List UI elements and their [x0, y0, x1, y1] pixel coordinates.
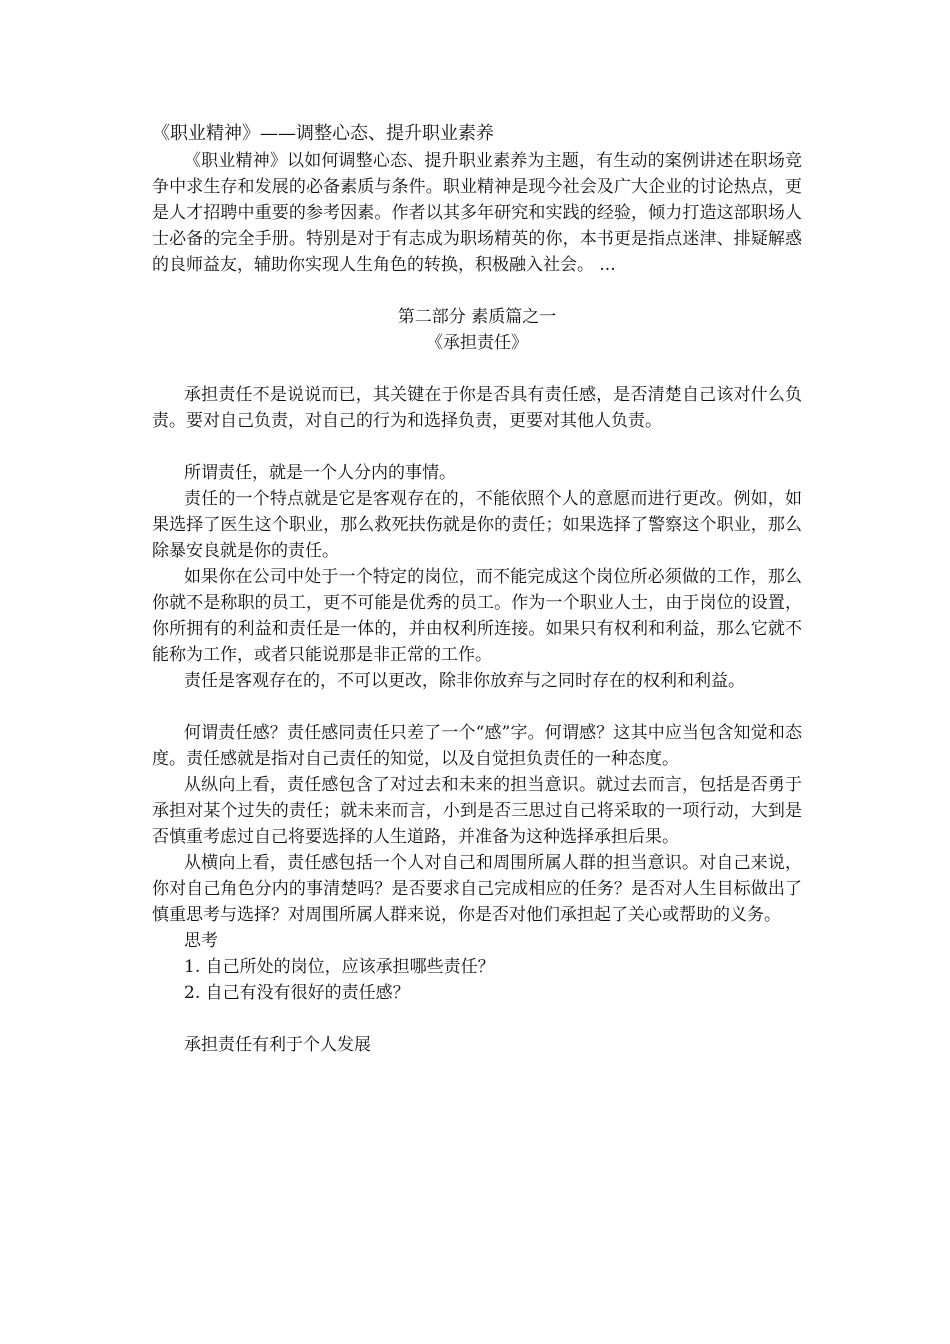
book-intro: 《职业精神》以如何调整心态、提升职业素养为主题，有生动的案例讲述在职场竞争中求生存和发展的必备素质与条件。职业精神是现今社会及广大企业的讨论热点，更是人才招聘中重要的参考因素。作者以其多年研究和实践的经验，倾力打造这部职场人士必备的完全手册。特别是对于有志成为职场精英的你，本书更是指点迷津、排疑解惑的良师益友，辅助你实现人生角色的转换，积极融入社会。 ...: [152, 151, 802, 275]
paragraph-1: 承担责任不是说说而已，其关键在于你是否具有责任感，是否清楚自己该对什么负责。要对自己负责，对自己的行为和选择负责，更要对其他人负责。: [152, 385, 802, 431]
part-heading: 第二部分 素质篇之一: [397, 307, 557, 327]
next-section-heading: 承担责任有利于个人发展: [184, 1035, 371, 1055]
spacer: [152, 1006, 802, 1032]
spacer: [152, 356, 802, 382]
paragraph-2: 所谓责任，就是一个人分内的事情。: [184, 463, 456, 483]
chapter-heading: 《承担责任》: [426, 333, 528, 353]
thinking-item-1: 1. 自己所处的岗位，应该承担哪些责任？: [184, 957, 495, 977]
thinking-item-2: 2. 自己有没有很好的责任感？: [184, 983, 410, 1003]
spacer: [152, 434, 802, 460]
paragraph-7: 从纵向上看，责任感包含了对过去和未来的担当意识。就过去而言，包括是否勇于承担对某个过失的责任；就未来而言，小到是否三思过自己将采取的一项行动，大到是否慎重考虑过自己将要选择的人生道路，并准备为这种选择承担后果。: [152, 775, 802, 847]
paragraph-6: 何谓责任感？责任感同责任只差了一个“感”字。何谓感？这其中应当包含知觉和态度。责任感就是指对自己责任的知觉，以及自觉担负责任的一种态度。: [152, 723, 802, 769]
paragraph-5: 责任是客观存在的，不可以更改，除非你放弃与之同时存在的权利和利益。: [184, 671, 745, 691]
spacer: [152, 694, 802, 720]
paragraph-4: 如果你在公司中处于一个特定的岗位，而不能完成这个岗位所必须做的工作，那么你就不是称职的员工，更不可能是优秀的员工。作为一个职业人士，由于岗位的设置，你所拥有的利益和责任是一体的，并由权利所连接。如果只有权利和利益，那么它就不能称为工作，或者只能说那是非正常的工作。: [152, 567, 802, 665]
paragraph-3: 责任的一个特点就是它是客观存在的，不能依照个人的意愿而进行更改。例如，如果选择了医生这个职业，那么救死扶伤就是你的责任；如果选择了警察这个职业，那么除暴安良就是你的责任。: [152, 489, 802, 561]
document-page: [152, 120, 802, 1058]
thinking-label: 思考: [184, 931, 218, 951]
book-title: 《职业精神》——调整心态、提升职业素养: [152, 123, 494, 144]
paragraph-8: 从横向上看，责任感包括一个人对自己和周围所属人群的担当意识。对自己来说，你对自己角色分内的事清楚吗？是否要求自己完成相应的任务？是否对人生目标做出了慎重思考与选择？对周围所属人群来说，你是否对他们承担起了关心或帮助的义务。: [152, 853, 802, 925]
